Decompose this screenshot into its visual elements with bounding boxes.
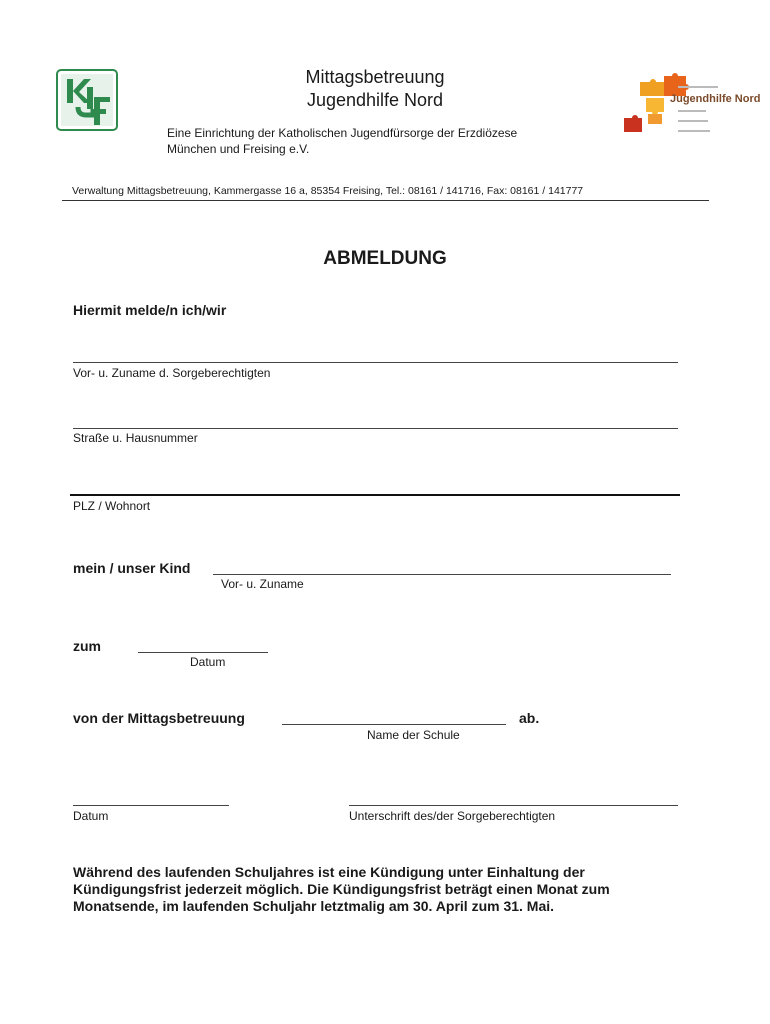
school-suffix: ab. bbox=[519, 710, 540, 726]
header-title bbox=[200, 66, 550, 112]
street-field-line[interactable] bbox=[73, 428, 678, 429]
header-divider bbox=[62, 200, 709, 201]
city-field-label: PLZ / Wohnort bbox=[73, 499, 151, 513]
signature-date-line[interactable] bbox=[73, 805, 229, 806]
child-name-label: Vor- u. Zuname bbox=[221, 577, 304, 591]
puzzle-logo-icon bbox=[618, 72, 761, 138]
name-field-line[interactable] bbox=[73, 362, 678, 363]
city-field-line[interactable] bbox=[70, 494, 680, 496]
signature-date-label: Datum bbox=[73, 809, 109, 823]
signature-line[interactable] bbox=[349, 805, 678, 806]
child-name-line[interactable] bbox=[213, 574, 671, 575]
header-title-line2: Jugendhilfe Nord bbox=[306, 90, 444, 110]
zum-prefix: zum bbox=[73, 638, 101, 654]
school-prefix: von der Mittagsbetreuung bbox=[73, 710, 245, 726]
kjf-logo-icon bbox=[56, 69, 118, 131]
name-field-label: Vor- u. Zuname d. Sorgeberechtigten bbox=[73, 366, 271, 380]
puzzle-logo-text: Jugendhilfe Nord bbox=[670, 93, 761, 105]
form-intro: Hiermit melde/n ich/wir bbox=[73, 302, 227, 318]
zum-date-label: Datum bbox=[190, 655, 226, 669]
street-field-label: Straße u. Hausnummer bbox=[73, 431, 198, 445]
school-name-line[interactable] bbox=[282, 724, 506, 725]
header-address: Verwaltung Mittagsbetreuung, Kammergasse 16 a, 85354 Freising, Tel.: 08161 / 141716, Fax: 08161 / 141777 bbox=[72, 185, 584, 197]
cancellation-notice: Während des laufenden Schuljahres ist eine Kündigung unter Einhaltung der Kündigungsfrist jederzeit möglich. Die Kündigungsfrist beträgt einen Monat zum Monatsende, im laufenden Schuljahr letztmalig am 30. April zum 31. Mai. bbox=[73, 864, 610, 914]
header-subtitle bbox=[167, 125, 517, 157]
zum-date-line[interactable] bbox=[138, 652, 268, 653]
signature-label: Unterschrift des/der Sorgeberechtigten bbox=[349, 809, 556, 823]
child-prefix: mein / unser Kind bbox=[73, 560, 191, 576]
header-subtitle-line1: Eine Einrichtung der Katholischen Jugendfürsorge der Erzdiözese bbox=[167, 126, 518, 140]
school-name-label: Name der Schule bbox=[367, 728, 460, 742]
header-subtitle-line2: München und Freising e.V. bbox=[167, 142, 310, 156]
header-title-line1: Mittagsbetreuung bbox=[305, 67, 445, 87]
form-title: ABMELDUNG bbox=[323, 248, 447, 269]
